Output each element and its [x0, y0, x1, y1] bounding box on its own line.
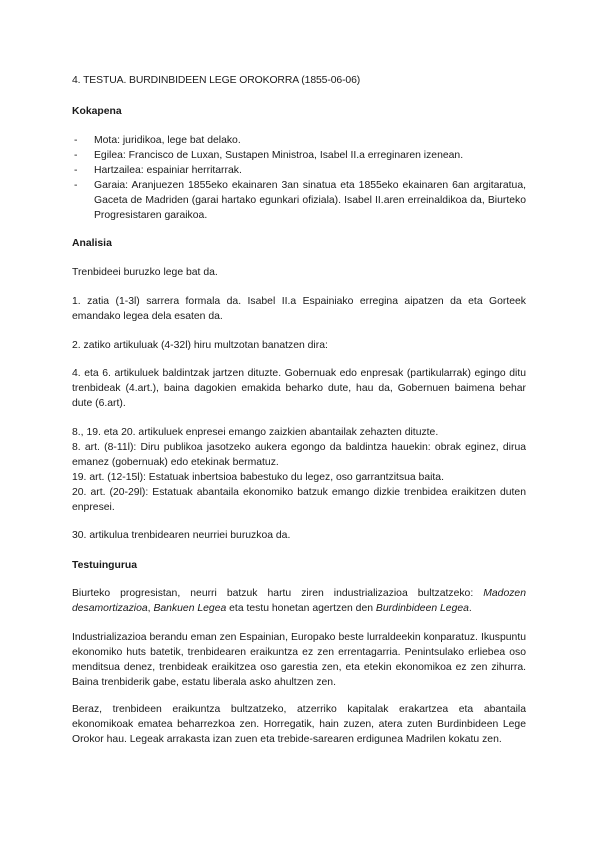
italic-title-bankuen: Bankuen Legea — [153, 603, 227, 614]
testuingurua-paragraph-1 — [72, 586, 526, 616]
text-run: Biurteko progresistan, neurri batzuk hartu ziren industrializazioa bultzatzeko: — [72, 588, 484, 599]
list-item: - Garaia: Aranjuezen 1855eko ekainaren 3an sinatua eta 1855eko ekainaren 6an argitaratua, Gaceta de Madriden (garai hartako egunkari ofiziala). Isabel II.aren erreinaldikoa da, Biurteko Progresistaren garaikoa. — [72, 178, 526, 223]
analisia-paragraph-2: 2. zatiko artikuluak (4-32l) hiru multzotan banatzen dira: — [72, 340, 328, 351]
list-item: - Hartzailea: espainiar herritarrak. — [72, 163, 526, 178]
italic-title-burdinbideen: Burdinbideen Legea — [375, 603, 469, 614]
document-title: 4. TESTUA. BURDINBIDEEN LEGE OROKORRA (1855-06-06) — [72, 75, 361, 86]
kokapena-heading: Kokapena — [72, 106, 122, 117]
analisia-paragraph-4 — [72, 425, 526, 515]
list-item: - Egilea: Francisco de Luxan, Sustapen Ministroa, Isabel II.a erreginaren izenean. — [72, 148, 526, 163]
analisia-paragraph-1: 1. zatia (1-3l) sarrera formala da. Isabel II.a Espainiako erregina aipatzen da eta Gorteek emandako legea dela esaten da. — [72, 296, 526, 322]
article-20-line: 20. art. (20-29l): Estatuak abantaila ekonomiko batzuk emango dizkie trenbidea eraikitzen duten enpresei. — [72, 487, 526, 513]
analisia-paragraph-5: 30. artikulua trenbidearen neurriei buruzkoa da. — [72, 530, 291, 541]
text-run: eta testu honetan agertzen den — [226, 603, 376, 614]
kokapena-list — [72, 133, 526, 223]
italic-title-madoz: Madozen desamortizazioa — [72, 588, 526, 614]
analisia-intro: Trenbideei buruzko lege bat da. — [72, 267, 218, 278]
testuingurua-paragraph-2: Industrializazioa berandu eman zen Espainian, Europako beste lurraldeekin konparatuz. Ikuspuntu ekonomiko huts batetik, trenbidearen eraikuntza ez zen errentagarria. Penintsulako erliebea oso menditsua denez, trenbideak eraikitzea oso garestia zen, eta etekin ekonomikoa ez zen zihurra. Baina trenbiderik gabe, estatu liberala asko ahultzen zen. — [72, 632, 526, 688]
text-run: . — [468, 603, 472, 614]
article-19-line: 19. art. (12-15l): Estatuak inbertsioa babestuko du legez, oso garrantzitsua baita. — [72, 472, 444, 483]
testuingurua-paragraph-3: Beraz, trenbideen eraikuntza bultzatzeko, atzerriko kapitalak erakartzea eta abantaila ekonomikoak ematea beharrezkoa zen. Horregatik, hain zuzen, atera zuten Burdinbideen Lege Orokor hau. Legeak arrakasta izan zuen eta trebide-sarearen erdigunea Madrilen kokatu zen. — [72, 704, 526, 745]
analisia-paragraph-3: 4. eta 6. artikuluek baldintzak jartzen dituzte. Gobernuak edo enpresak (partikularrak) egingo ditu trenbideak (4.art.), baina dagokien emakida beharko dute, hau da, Gobernuen baimena behar dute (6.art). — [72, 368, 526, 409]
text-run: , — [147, 603, 154, 614]
list-item: - Mota: juridikoa, lege bat delako. — [72, 133, 526, 148]
article-summary-line: 8., 19. eta 20. artikuluek enpresei emango zaizkien abantailak zehazten dituzte. — [72, 427, 439, 438]
analisia-heading: Analisia — [72, 238, 112, 249]
testuingurua-heading: Testuingurua — [72, 560, 138, 571]
article-8-line: 8. art. (8-11l): Diru publikoa jasotzeko aukera egongo da baldintza hauekin: obrak eginez, dirua emanez (gobernuak) edo etekinak bermatuz. — [72, 442, 526, 468]
